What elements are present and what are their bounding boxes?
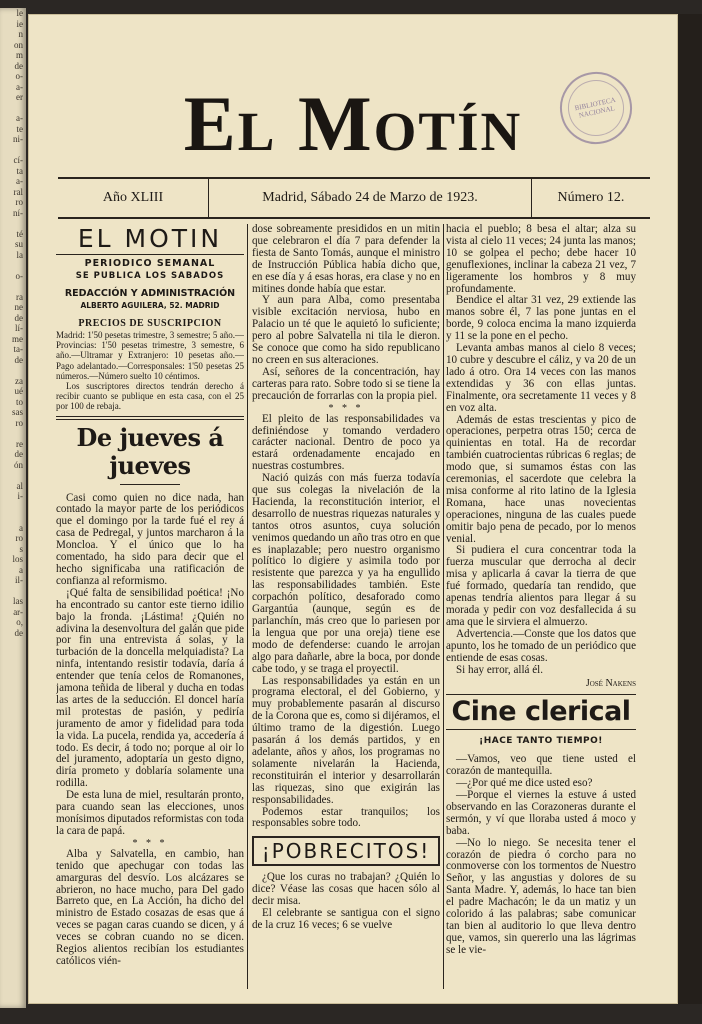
- prices-note: Los suscriptores directos tendrán derecho á recibir cuanto se publique en esta casa, con el 25 por 100 de rebaja.: [56, 380, 244, 412]
- section-stars: * * *: [328, 402, 364, 414]
- article-paragraph: ¿Que los curas no trabajan? ¿Quién lo dice? Véase las cosas que hacen sólo al decir misa.: [252, 871, 440, 908]
- article-paragraph: dose sobreamente presididos en un mitin que celebraron el día 7 para defender la fiesta de Santo Tomás, aunque el ministro de Instrucción Pública había dicho que, en ese día y á esas horas, era clase y no en mitines donde había que estar.: [252, 224, 440, 295]
- prev-page-fragment: ni-: [13, 134, 23, 144]
- prev-page-fragment: le: [16, 8, 23, 18]
- prev-page-fragment: ar-: [13, 606, 23, 617]
- column-right: [446, 224, 636, 994]
- prev-page-fragment: ro: [15, 533, 23, 543]
- column-rule: [443, 224, 444, 989]
- prev-page-fragment: de: [14, 60, 23, 71]
- prev-page-fragment: ie: [16, 18, 23, 29]
- prev-page-fragment: ta: [16, 165, 23, 176]
- paper-schedule: SE PUBLICA LOS SABADOS: [75, 271, 225, 281]
- paper-subtitle: PERIODICO SEMANAL: [84, 258, 216, 269]
- article-paragraph: Nació quizás con más fuerza todavía que sus colegas la nivelación de la Hacienda, la reconstitución interior, el desarrollo de nuestras riquezas naturales y tantos otros asuntos, cuya solución venimos quedando un año tras otro en que es inaplazable; pero nuestro organismo político lo digiere y asimila todo por resistente que parezca y ya ha engullido las responsabilidades también. Este corpachón político, desaforado como Gargantúa (aunque, según es de parlanchín, más creo que lo pariesen por la lengua que por una oreja) tiene ese modo de defenderse: cuando le arrojan algo para dañarle, abre la boca, por donde cabe todo, y se traga el proyectil.: [252, 472, 440, 675]
- prev-page-fragment: a-: [16, 81, 23, 92]
- prev-page-fragment: il-: [15, 575, 23, 585]
- prev-page-fragment: ra: [16, 291, 23, 302]
- column-center: [252, 224, 440, 994]
- article-headline: De jueves á jueves: [76, 422, 224, 480]
- prev-page-fragment: al: [16, 480, 23, 491]
- dialogue-line: —Vamos, veo que tiene usted el corazón de mantequilla.: [446, 753, 636, 778]
- prev-page-fragment: [0, 145, 26, 156]
- issue-number: Número 12.: [557, 190, 625, 205]
- prev-page-fragment: [0, 103, 26, 114]
- article-paragraph: De esta luna de miel, resultarán pronto, para cuando sean las elecciones, unos monísimos diputados reformistas con toda la cara de papá.: [56, 789, 244, 837]
- prev-page-fragment: [0, 260, 26, 271]
- prev-page-fragment: [0, 428, 26, 439]
- prev-page-fragment: ón: [14, 459, 23, 470]
- prev-page-fragment: ral: [13, 186, 23, 197]
- dialogue-line: —Porque el viernes la estuve á usted observando en las Corazoneras durante el sermón, y ví que lloraba usted á moco y baba.: [446, 788, 636, 837]
- article-paragraph: Las responsabilidades ya están en un programa electoral, el del Gobierno, y muy probablemente pasarán al discurso de la Corona que es, como si dijéramos, el último tramo de la digestión. Luego pasarán á los demás partidos, y en adelante, años y años, los programas no solamente nivelarán la Hacienda, reconstituirán el interior y desarrollarán las riquezas, sino que exigirán las responsabilidades.: [252, 674, 440, 806]
- prev-page-fragment: té: [16, 228, 23, 239]
- prev-page-fragment: er: [16, 92, 23, 102]
- prev-page-fragment: ué: [14, 386, 23, 396]
- article-paragraph: ¡Qué falta de sensibilidad poética! ¡No ha encontrado su cantor este tierno idilio bajo la fronda. ¡Lástima! ¿Quién no adivina la desenvoltura del galán que pide por fin una entrevista á solas, y la turbación de la doncella melquiadista? La ninfa, intentando resistir todavía, daría á entender que tenía celos de Romanones, jamona teñida de liberal y ducha en todas las artes de la seducción. El doncel haría mil protestas de pasión, y pediría juramento de amor y fidelidad para toda la vida. La pucela, rendida ya, accedería á todo. Es decir, á todo no; porque al oir lo del juramento, adoptaría un gesto digno, diría prometo y doblaría solamente una rodilla.: [56, 586, 244, 790]
- section-stars: * * *: [132, 837, 168, 849]
- prev-page-fragment: re: [16, 438, 23, 449]
- prev-page-fragment: [0, 502, 26, 513]
- prev-page-fragment: a: [19, 522, 23, 533]
- masthead-title: El Motín: [183, 80, 523, 167]
- prev-page-fragment: de: [14, 627, 23, 638]
- article-paragraph: Casi como quien no dice nada, han contado la mayor parte de los periódicos que el domingo por la tarde fué el rey á casa de Pedregal, y juntos marcharon á la Moncloa. Y el único que lo ha comentado, ha sido para decir que el hecho significaba una ratificación de confianza al reformismo.: [56, 491, 244, 587]
- binding-shadow: [678, 14, 702, 1004]
- prev-page-fragment: sas: [12, 407, 23, 417]
- dialogue-line: —No lo niego. Se necesita tener el corazón de piedra ó corcho para no conmoverse con los tormentos de Nuestro Señor, y las angustias y dolores de su Santa Madre. Y, además, lo hace tan bien el padre Machacón; le da un matiz y un colorido á las palabras; sabe comunicar tan bien al auditorio lo que lleva dentro que, vamos, sin quererlo una las lágrimas se le vie-: [446, 836, 636, 956]
- prev-page-fragment: ní-: [13, 207, 23, 218]
- library-stamp: BIBLIOTECA NACIONAL: [553, 65, 638, 150]
- prev-page-fragment: los: [12, 554, 23, 564]
- prev-page-fragment: o,: [16, 617, 23, 627]
- redaccion-address: ALBERTO AGUILERA, 52. MADRID: [80, 301, 220, 310]
- article-paragraph: Podemos estar tranquilos; los responsables sobre todo.: [252, 805, 440, 830]
- author-signature: José Nakens: [585, 678, 636, 690]
- pobrecitos-heading: ¡POBRECITOS!: [252, 836, 440, 866]
- article-paragraph: Alba y Salvatella, en cambio, han tenido que apechugar con todas las amarguras del desvío. Los alcázares se abrieron, no hace mucho, para Del gado Barreto que, en La Acción, ha dicho del ministro de Estado cosazas de esas que á veces se pagan caras cuando se dicen, y á veces se cobran cuando no se dicen. Regios alientos recibían los estudiantes católicos vién-: [56, 847, 244, 967]
- article-paragraph: Bendice el altar 31 vez, 29 extiende las manos sobre él, 7 las pone juntas en el borde, 9 coloca encima la mano izquierda y 11 se la pone en el pecho.: [446, 294, 636, 343]
- prev-page-fragment: [0, 586, 26, 597]
- prices-text: Madrid: 1'50 pesetas trimestre, 3 semestre; 5 año.—Provincias: 1'50 pesetas trimestre, 3 semestre, 6 año.—Ultramar y Extranjero: 10 pesetas año.—Pago adelantado.—Corresponsales: 1'50 pesetas 25 números.—Número suelto 10 céntimos.: [56, 329, 244, 381]
- prev-page-fragment: ne: [14, 302, 23, 312]
- prev-page-fragment: n: [18, 29, 23, 39]
- prev-page-fragment: a-: [16, 176, 23, 186]
- prev-page-fragment: de: [14, 449, 23, 459]
- prev-page-fragment: la: [16, 249, 23, 260]
- prev-page-fragment: [0, 470, 26, 481]
- prev-page-fragment: o-: [15, 71, 23, 81]
- prev-page-fragment: [0, 281, 26, 292]
- prices-title: PRECIOS DE SUSCRIPCION: [78, 318, 222, 329]
- issue-year: Año XLIII: [58, 179, 209, 217]
- cine-clerical-heading: Cine clerical: [446, 694, 636, 730]
- prev-page-fragment: te: [16, 123, 23, 134]
- prev-page-fragment: su: [14, 239, 23, 249]
- prev-page-fragment: [0, 365, 26, 376]
- prev-page-fragment: m: [15, 50, 23, 60]
- prev-page-fragment: ro: [15, 417, 23, 428]
- column-rule: [247, 224, 248, 989]
- article-paragraph: Levanta ambas manos al cielo 8 veces; 10 cubre y descubre el cáliz, y va 20 de un lado á otro. Ora 14 veces con las manos extendidas y 36 con ellas juntas. Finalmente, ora secretamente 11 veces y 8 en voz alta.: [446, 342, 636, 414]
- prev-page-fragment: cí-: [13, 155, 23, 165]
- issue-info-bar: [58, 177, 650, 219]
- cine-subheading: ¡HACE TANTO TIEMPO!: [479, 736, 603, 747]
- article-paragraph: Si hay error, allá él.: [456, 663, 544, 676]
- article-paragraph: hacia el pueblo; 8 besa el altar; alza su vista al cielo 11 veces; 24 junta las manos; 10 se golpea el pecho; debe hacer 10 genuflexiones, inclinar la cabeza 21 vez, 7 ligeramente los hombros y 8 muy profundamente.: [446, 224, 636, 295]
- article-paragraph: Además de estas trescientas y pico de operaciones, perpetra otras 150; cerca de quinientas en total. Ha de recordar también cuatrocientas rúbricas 6 reglas; de modo que, si sumamos éstas con las ceremonias, el sacerdote que celebra la misa conforme al rito latino de la Iglesia Romana, hace unas novecientas operaciones, ninguna de las cuales puede omitir bajo pena de pecado, por lo menos venial.: [446, 413, 636, 545]
- prev-page-fragment: ro: [15, 197, 23, 207]
- prev-page-fragment: to: [15, 396, 23, 407]
- previous-page-edge: [0, 8, 26, 1008]
- prev-page-fragment: me: [12, 333, 23, 344]
- prev-page-fragment: las: [13, 596, 23, 606]
- paper-title-small: EL MOTIN: [56, 224, 244, 255]
- prev-page-fragment: [0, 512, 26, 523]
- prev-page-fragment: a-: [16, 113, 23, 123]
- dialogue-line: —¿Por qué me dice usted eso?: [456, 777, 593, 790]
- headline-underline: [120, 484, 180, 485]
- section-divider: [56, 416, 244, 420]
- article-paragraph: El pleito de las responsabilidades va definiéndose y tomando verdadero carácter nacional. Dentro de poco ya estará ordenadamente encajado en nuestras costumbres.: [252, 412, 440, 473]
- article-paragraph: Si pudiera el cura concentrar toda la fuerza muscular que derrocha al decir misa y aplicarla á cavar la tierra de que fué formado, quedaría tan rendido, que apenas tendría alientos para llegar á su morada y pedir con voz desfallecida á su ama que le sirviera el almuerzo.: [446, 544, 636, 628]
- prev-page-fragment: a: [19, 564, 23, 575]
- article-paragraph: Así, señores de la concentración, hay carteras para rato. Sobre todo si se tiene la precaución de forrarlas con la propia piel.: [252, 365, 440, 402]
- prev-page-fragment: de: [14, 354, 23, 365]
- article-paragraph: Advertencia.—Conste que los datos que apunto, los he tomado de un periódico que entiende de esas cosas.: [446, 627, 636, 664]
- issue-dateline: Madrid, Sábado 24 de Marzo de 1923.: [209, 179, 532, 217]
- prev-page-fragment: za: [15, 375, 23, 386]
- prev-page-fragment: [0, 218, 26, 229]
- article-paragraph: El celebrante se santigua con el signo de la cruz 16 veces; 6 se vuelve: [252, 907, 440, 931]
- prev-page-fragment: ta-: [13, 344, 23, 354]
- redaccion-heading: REDACCIÓN Y ADMINISTRACIÓN: [64, 288, 236, 299]
- newspaper-page: [28, 14, 678, 1004]
- prev-page-fragment: s: [19, 543, 23, 554]
- prev-page-fragment: on: [14, 39, 23, 50]
- column-left: [56, 224, 244, 994]
- prev-page-fragment: de: [14, 312, 23, 323]
- article-paragraph: Y aun para Alba, como presentaba visible excitación nerviosa, hubo en Palacio un té que le aquietó lo suficiente; pero al pobre Salvatella ni tila le dieron. Se conoce que como ha sido republicano no creen en sus alteraciones.: [252, 294, 440, 366]
- prev-page-fragment: o-: [15, 270, 23, 281]
- prev-page-fragment: i-: [17, 491, 23, 501]
- prev-page-fragment: lí-: [15, 323, 23, 333]
